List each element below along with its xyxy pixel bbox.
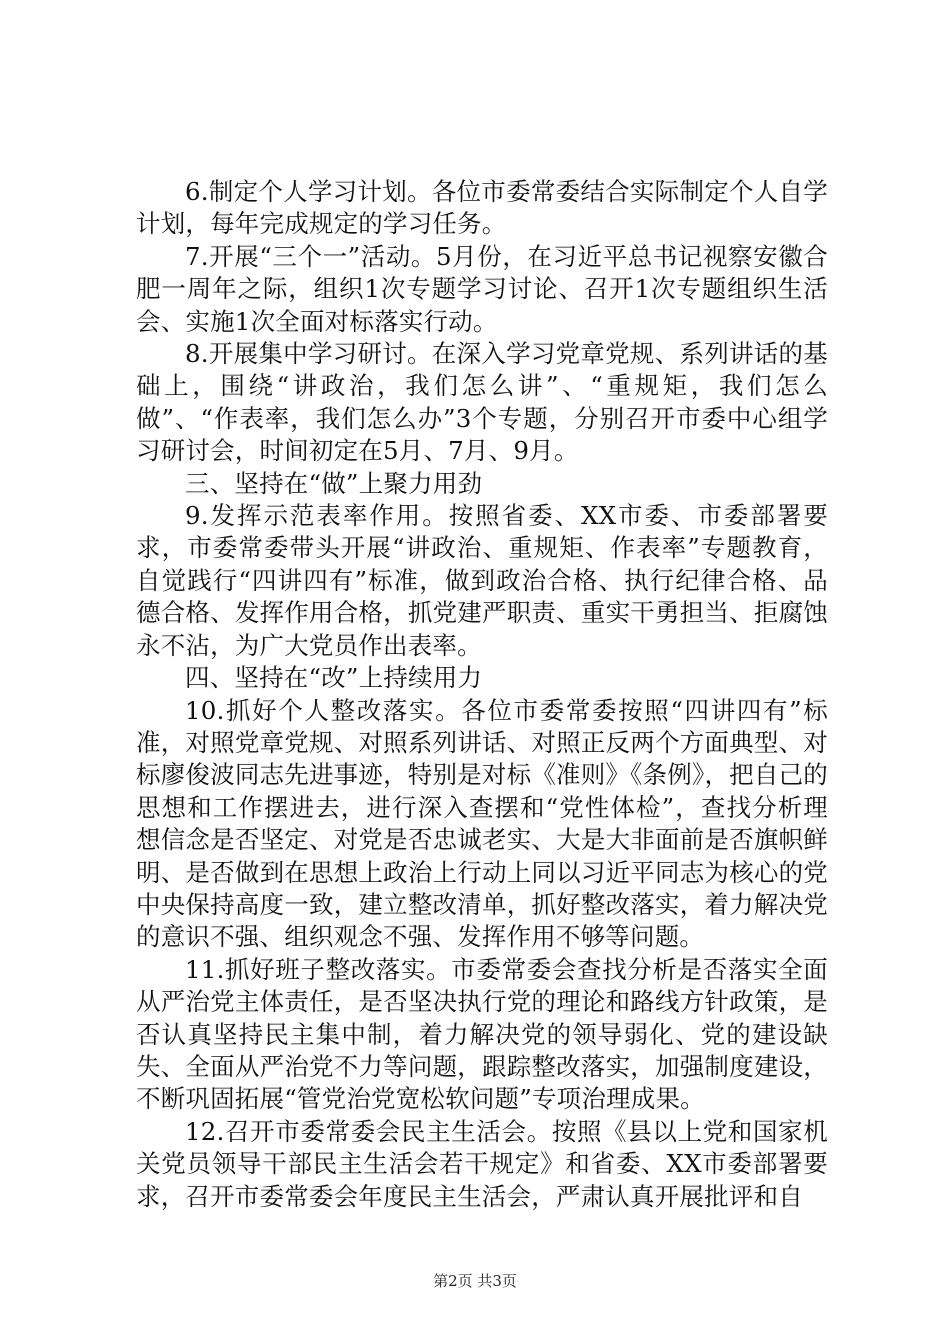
section-heading-4: 四、坚持在“改”上持续用力 bbox=[185, 663, 483, 693]
paragraph-item-12: 12.召开市委常委会民主生活会。按照《县以上党和国家机关党员领导干部民主生活会若干规定》和省委、XX市委部署要求，召开市委常委会年度民主生活会，严肃认真开展批评和自 bbox=[136, 1116, 828, 1211]
paragraph-item-11: 11.抓好班子整改落实。市委常委会查找分析是否落实全面从严治党主体责任，是否坚决执行党的理论和路线方针政策，是否认真坚持民主集中制，着力解决党的领导弱化、党的建设缺失、全面从严治党不力等问题，跟踪整改落实，加强制度建设，不断巩固拓展“管党治党宽松软问题”专项治理成果。 bbox=[136, 954, 828, 1114]
page-footer: 第2页 共3页 bbox=[433, 1272, 517, 1290]
paragraph-item-6: 6.制定个人学习计划。各位市委常委结合实际制定个人自学计划，每年完成规定的学习任务。 bbox=[136, 177, 828, 239]
paragraph-item-9: 9.发挥示范表率作用。按照省委、XX市委、市委部署要求，市委常委带头开展“讲政治、重规矩、作表率”专题教育，自觉践行“四讲四有”标准，做到政治合格、执行纪律合格、品德合格、发挥作用合格，抓党建严职责、重实干勇担当、拒腐蚀永不沾，为广大党员作出表率。 bbox=[136, 501, 828, 660]
document-body bbox=[136, 176, 828, 1213]
paragraph-item-7: 7.开展“三个一”活动。5月份，在习近平总书记视察安徽合肥一周年之际，组织1次专题学习讨论、召开1次专题组织生活会、实施1次全面对标落实行动。 bbox=[136, 241, 828, 336]
section-heading-3: 三、坚持在“做”上聚力用劲 bbox=[185, 468, 483, 498]
paragraph-item-10: 10.抓好个人整改落实。各位市委常委按照“四讲四有”标准，对照党章党规、对照系列讲话、对照正反两个方面典型、对标廖俊波同志先进事迹，特别是对标《准则》《条例》，把自己的思想和工作摆进去，进行深入查摆和“党性体检”，查找分析理想信念是否坚定、对党是否忠诚老实、大是大非面前是否旗帜鲜明、是否做到在思想上政治上行动上同以习近平同志为核心的党中央保持高度一致，建立整改清单，抓好整改落实，着力解决党的意识不强、组织观念不强、发挥作用不够等问题。 bbox=[136, 695, 828, 952]
paragraph-item-8: 8.开展集中学习研讨。在深入学习党章党规、系列讲话的基础上，围绕“讲政治，我们怎么讲”、“重规矩，我们怎么做”、“作表率，我们怎么办”3个专题，分别召开市委中心组学习研讨会，时间初定在5月、7月、9月。 bbox=[136, 339, 828, 466]
